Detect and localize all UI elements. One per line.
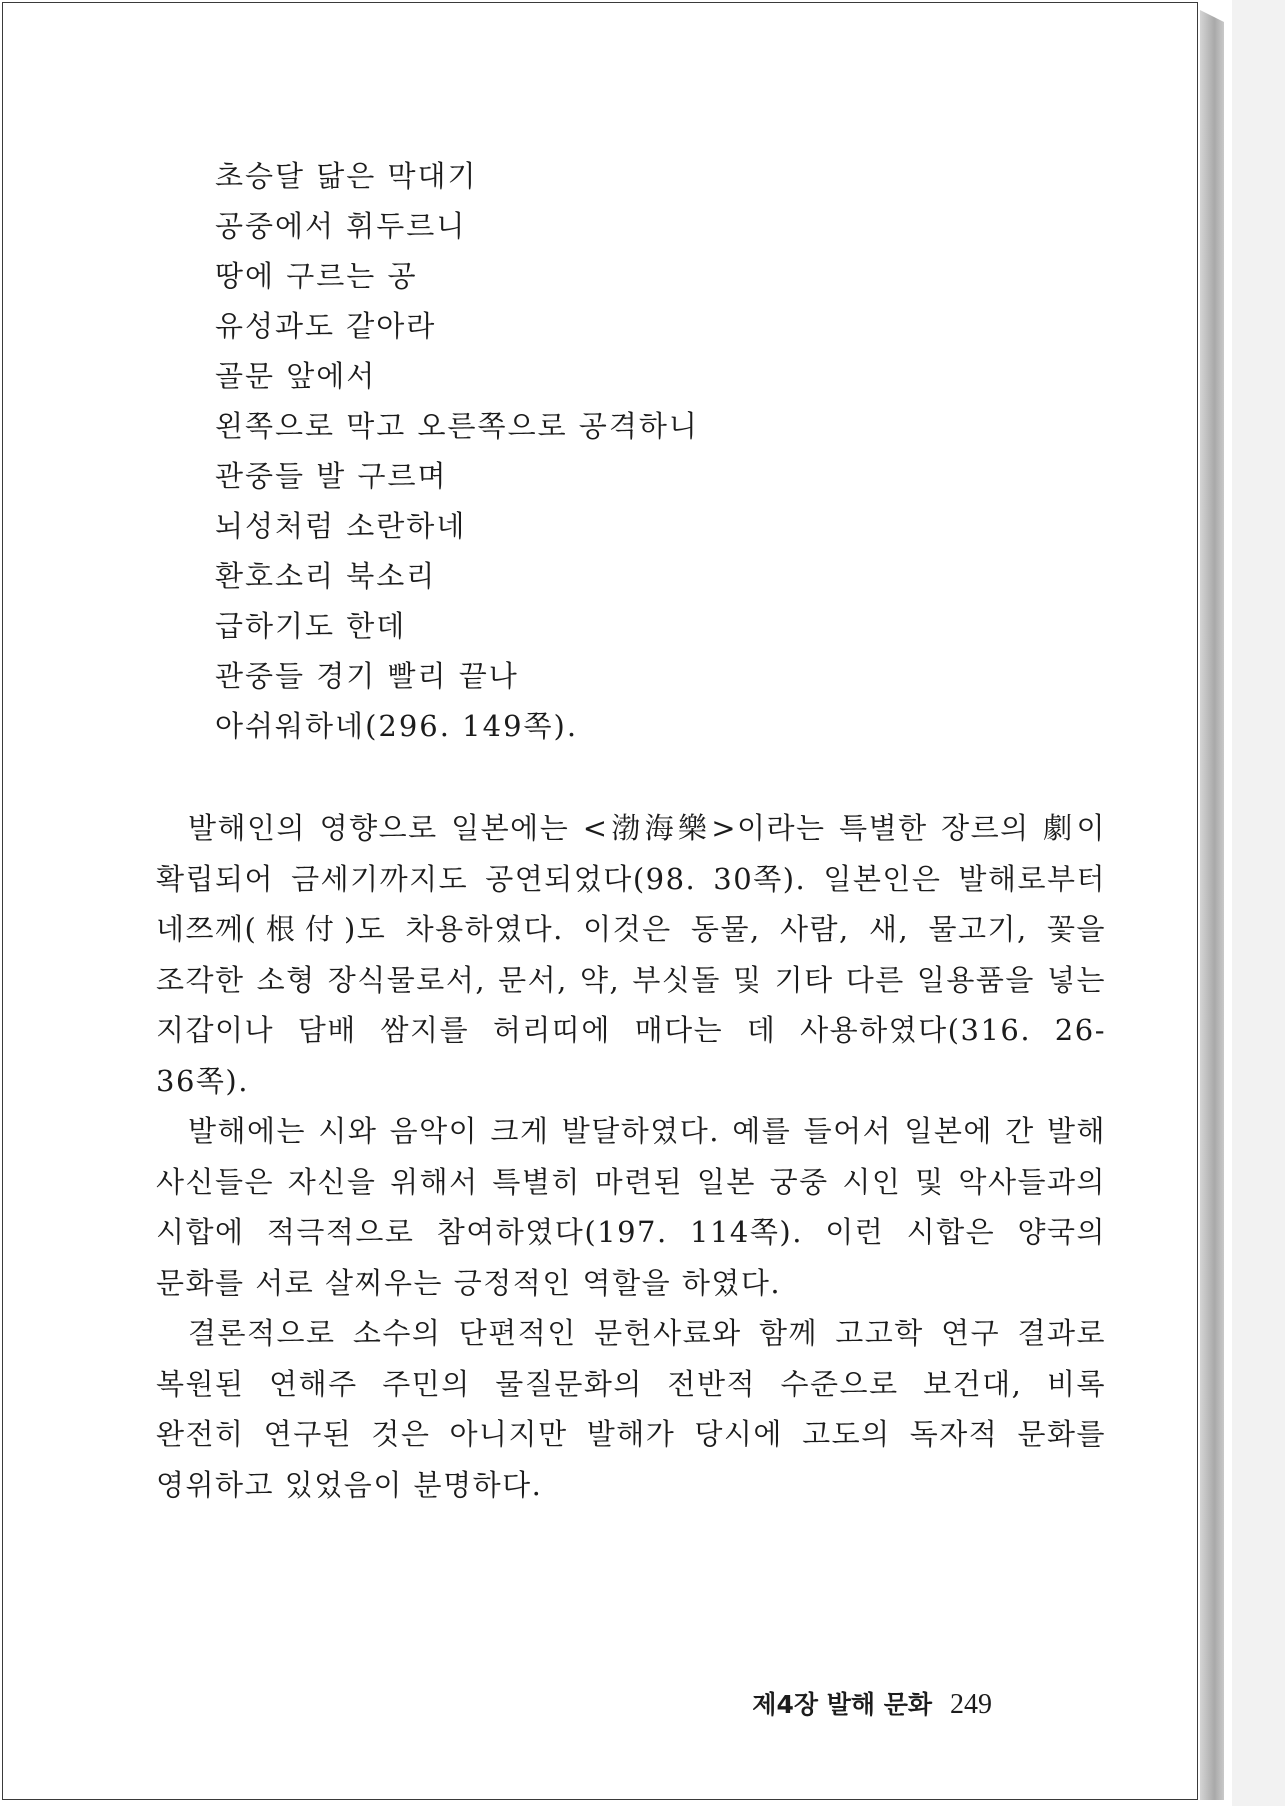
- poem-line: 골문 앞에서: [215, 359, 377, 393]
- poem-line: 아쉬워하네(296. 149쪽).: [215, 709, 579, 743]
- book-page: [2, 2, 1198, 1800]
- poem-line: 관중들 경기 빨리 끝나: [215, 659, 519, 693]
- poem-line: 환호소리 북소리: [215, 559, 437, 593]
- poem: [215, 151, 699, 751]
- poem-line: 급하기도 한데: [215, 609, 407, 643]
- poem-line: 왼쪽으로 막고 오른쪽으로 공격하니: [215, 409, 699, 443]
- paragraph: 결론적으로 소수의 단편적인 문헌사료와 함께 고고학 연구 결과로 복원된 연해주 주민의 물질문화의 전반적 수준으로 보건대, 비록 완전히 연구된 것은 아니지만 발해가 당시에 고도의 독자적 문화를 영위하고 있었음이 분명하다.: [156, 1316, 1106, 1502]
- poem-line: 공중에서 휘두르니: [215, 209, 467, 243]
- poem-line: 초승달 닮은 막대기: [215, 159, 478, 193]
- poem-line: 뇌성처럼 소란하네: [215, 509, 467, 543]
- background-strip: [1232, 0, 1285, 1806]
- page-edge: [1200, 10, 1224, 1800]
- poem-line: 땅에 구르는 공: [215, 259, 418, 293]
- poem-line: 관중들 발 구르며: [215, 459, 448, 493]
- paragraph: 발해인의 영향으로 일본에는 <渤海樂>이라는 특별한 장르의 劇이 확립되어 금세기까지도 공연되었다(98. 30쪽). 일본인은 발해로부터 네쯔께(根付)도 차용하였다. 이것은 동물, 사람, 새, 물고기, 꽃을 조각한 소형 장식물로서, 문서, 약, 부싯돌 및 기타 다른 일용품을 넣는 지갑이나 담배 쌈지를 허리띠에 매다는 데 사용하였다(316. 26-36쪽).: [156, 811, 1106, 1098]
- poem-line: 유성과도 같아라: [215, 309, 437, 343]
- page-footer: [752, 1685, 992, 1721]
- body-text: [156, 803, 1106, 1510]
- chapter-title: 제4장 발해 문화: [752, 1690, 932, 1719]
- page-number: 249: [950, 1689, 992, 1720]
- paragraph: 발해에는 시와 음악이 크게 발달하였다. 예를 들어서 일본에 간 발해 사신들은 자신을 위해서 특별히 마련된 일본 궁중 시인 및 악사들과의 시합에 적극적으로 참여하였다(197. 114쪽). 이런 시합은 양국의 문화를 서로 살찌우는 긍정적인 역할을 하였다.: [156, 1114, 1106, 1300]
